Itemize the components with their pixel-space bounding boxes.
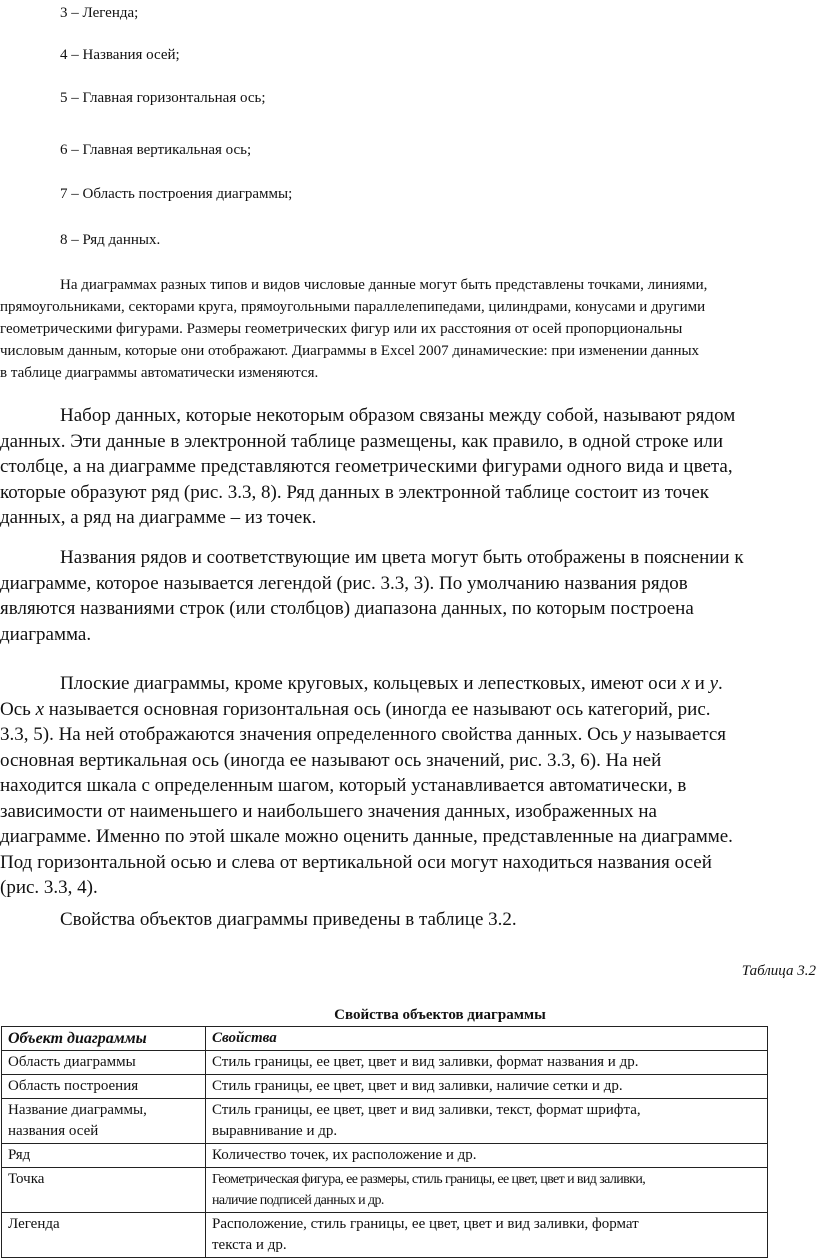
list-item-legend: 3 – Легенда; bbox=[60, 5, 139, 21]
text-line: На диаграммах разных типов и видов числовые данные могут быть представлены точками, линиями, bbox=[60, 277, 708, 293]
text-line: Набор данных, которые некоторым образом связаны между собой, называют рядом bbox=[60, 405, 736, 426]
table-number: Таблица 3.2 bbox=[741, 963, 816, 979]
object-cell: Легенда bbox=[2, 1213, 206, 1258]
text-run: называется bbox=[631, 724, 727, 745]
paragraph-axes bbox=[0, 671, 816, 901]
properties-table bbox=[1, 1026, 768, 1258]
table-row bbox=[2, 1075, 768, 1099]
text-line: диаграмме. Именно по этой шкале можно оценить данные, представленные на диаграмме. bbox=[0, 826, 733, 847]
properties-cell: Стиль границы, ее цвет, цвет и вид заливки, формат названия и др. bbox=[206, 1051, 768, 1075]
text-line: данных, а ряд на диаграмме – из точек. bbox=[0, 507, 317, 528]
table-row bbox=[2, 1144, 768, 1168]
text-line: Под горизонтальной осью и слева от вертикальной оси могут находиться названия осей bbox=[0, 851, 712, 873]
text-line: которые образуют ряд (рис. 3.3, 8). Ряд данных в электронной таблице состоит из точек bbox=[0, 481, 710, 503]
text-line: зависимости от наименьшего и наибольшего значения данных, изображенных на bbox=[0, 800, 657, 822]
paragraph-table-intro: Свойства объектов диаграммы приведены в таблице 3.2. bbox=[60, 909, 517, 930]
properties-cell: Стиль границы, ее цвет, цвет и вид заливки, текст, формат шрифта, выравнивание и др. bbox=[206, 1099, 768, 1144]
text-line: геометрическими фигурами. Размеры геометрических фигур или их расстояния от осей пропорциональны bbox=[0, 321, 683, 337]
text-line: (рис. 3.3, 4). bbox=[0, 877, 98, 898]
list-item-plot-area: 7 – Область построения диаграммы; bbox=[60, 186, 293, 202]
list-item-v-axis: 6 – Главная вертикальная ось; bbox=[60, 142, 252, 158]
list-item-h-axis: 5 – Главная горизонтальная ось; bbox=[60, 90, 266, 106]
table-row bbox=[2, 1051, 768, 1075]
header-properties: Свойства bbox=[206, 1027, 768, 1051]
axis-x-symbol: x bbox=[681, 673, 690, 694]
text-run: Плоские диаграммы, кроме круговых, кольцевых и лепестковых, имеют оси bbox=[60, 673, 682, 694]
table-row bbox=[2, 1168, 768, 1213]
object-cell: Область диаграммы bbox=[2, 1051, 206, 1075]
text-run: 3.3, 5). На ней отображаются значения определенного свойства данных. Ось bbox=[0, 724, 623, 745]
header-object: Объект диаграммы bbox=[2, 1027, 206, 1051]
axis-y-symbol: y bbox=[622, 724, 632, 745]
table-title: Свойства объектов диаграммы bbox=[334, 1007, 546, 1023]
text-line: являются названиями строк (или столбцов) диапазона данных, по которым построена bbox=[0, 598, 694, 619]
text-line: прямоугольниками, секторами круга, прямоугольными параллелепипедами, цилиндрами, конусами и другими bbox=[0, 299, 706, 315]
table-row bbox=[2, 1213, 768, 1258]
text-line bbox=[0, 722, 816, 748]
text-line: данных. Эти данные в электронной таблице размещены, как правило, в одной строке или bbox=[0, 430, 724, 452]
text-line: числовым данным, которые они отображают. Диаграммы в Excel 2007 динамические: при изменении данных bbox=[0, 343, 700, 359]
table-row bbox=[2, 1099, 768, 1144]
text-line: в таблице диаграммы автоматически изменяются. bbox=[0, 365, 319, 381]
properties-cell: Геометрическая фигура, ее размеры, стиль границы, ее цвет, цвет и вид заливки, наличие подписей данных и др. bbox=[206, 1168, 768, 1213]
text-line bbox=[0, 697, 816, 723]
paragraph-legend bbox=[0, 545, 816, 647]
text-run: называется основная горизонтальная ось (иногда ее называют ось категорий, рис. bbox=[44, 698, 711, 720]
object-cell: Точка bbox=[2, 1168, 206, 1213]
text-line bbox=[0, 671, 816, 697]
object-cell: Ряд bbox=[2, 1144, 206, 1168]
axis-y-symbol: y bbox=[709, 673, 718, 694]
object-cell: Название диаграммы, названия осей bbox=[2, 1099, 206, 1144]
list-item-axis-titles: 4 – Названия осей; bbox=[60, 47, 180, 63]
text-line: диаграмма. bbox=[0, 623, 92, 645]
text-run: и bbox=[689, 673, 710, 694]
properties-cell: Стиль границы, ее цвет, цвет и вид заливки, наличие сетки и др. bbox=[206, 1075, 768, 1099]
text-line: Названия рядов и соответствующие им цвета могут быть отображены в пояснении к bbox=[60, 547, 744, 568]
text-run: Ось bbox=[0, 698, 36, 720]
text-line: диаграмме, которое называется легендой (рис. 3.3, 3). По умолчанию названия рядов bbox=[0, 572, 688, 594]
list-item-data-series: 8 – Ряд данных. bbox=[60, 232, 161, 248]
axis-x-symbol: x bbox=[35, 698, 45, 720]
properties-cell: Количество точек, их расположение и др. bbox=[206, 1144, 768, 1168]
paragraph-chart-types bbox=[0, 274, 816, 384]
object-cell: Область построения bbox=[2, 1075, 206, 1099]
text-line: столбце, а на диаграмме представляются геометрическими фигурами одного вида и цвета, bbox=[0, 456, 733, 477]
text-line: находится шкала с определенным шагом, который устанавливается автоматически, в bbox=[0, 775, 687, 796]
paragraph-data-series bbox=[0, 403, 816, 531]
properties-cell: Расположение, стиль границы, ее цвет, цвет и вид заливки, формат текста и др. bbox=[206, 1213, 768, 1258]
text-run: . bbox=[718, 673, 723, 694]
text-line: основная вертикальная ось (иногда ее называют ось значений, рис. 3.3, 6). На ней bbox=[0, 749, 662, 771]
table-header-row bbox=[2, 1027, 768, 1051]
